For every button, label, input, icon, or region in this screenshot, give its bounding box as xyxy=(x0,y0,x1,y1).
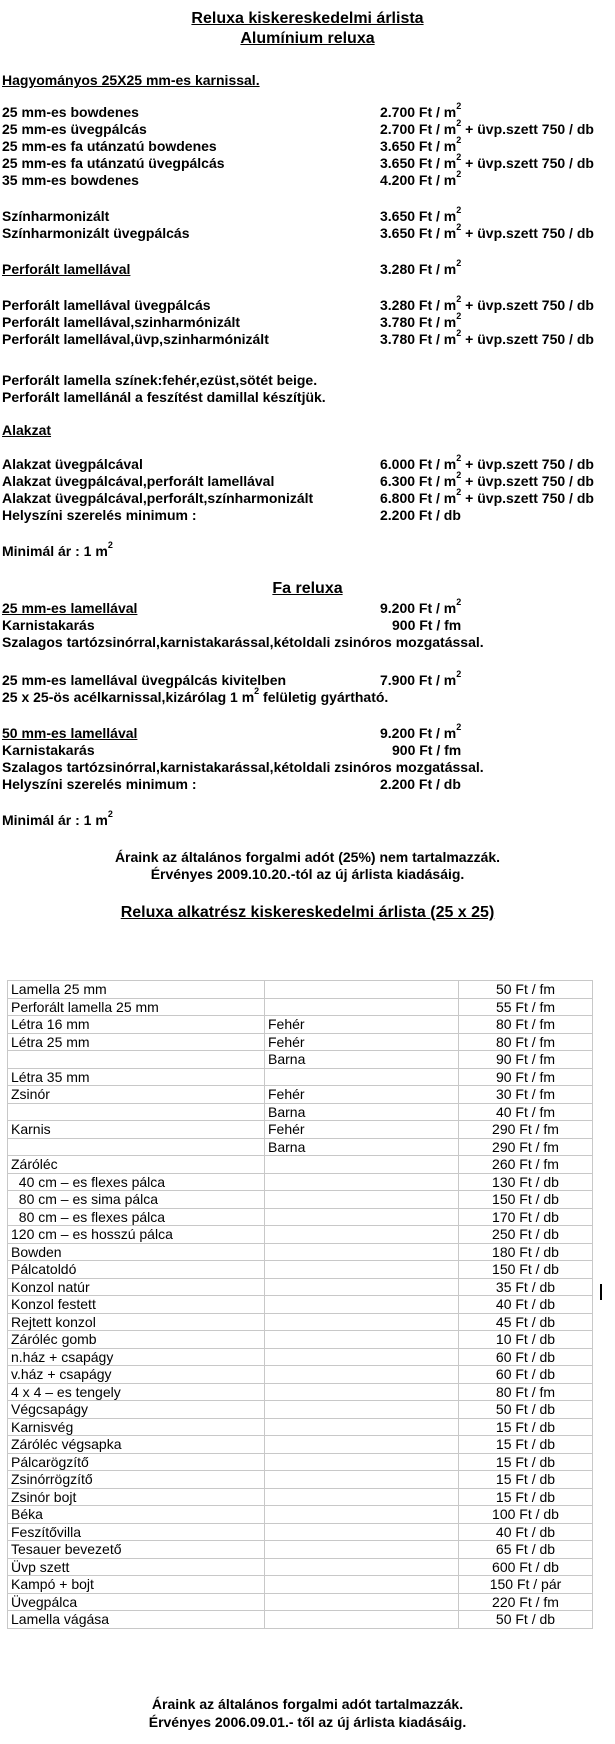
part-color xyxy=(265,1313,459,1331)
part-name: n.ház + csapágy xyxy=(8,1348,265,1366)
part-price: 150 Ft / pár xyxy=(459,1576,593,1594)
product-name: Perforált lamellával,szinharmónizált xyxy=(2,314,241,330)
price-row xyxy=(2,118,613,138)
price-row xyxy=(2,328,613,348)
part-color xyxy=(265,1261,459,1279)
part-color xyxy=(265,1418,459,1436)
part-price: 130 Ft / db xyxy=(459,1173,593,1191)
part-price: 180 Ft / db xyxy=(459,1243,593,1261)
part-price: 15 Ft / db xyxy=(459,1418,593,1436)
product-name: 35 mm-es bowdenes xyxy=(2,172,139,188)
table-row xyxy=(8,1453,593,1471)
section-heading-traditional: Hagyományos 25X25 mm-es karnissal. xyxy=(2,72,260,88)
table-row xyxy=(8,1488,593,1506)
wood-title: Fa reluxa xyxy=(272,580,343,597)
part-name: Üvp szett xyxy=(8,1558,265,1576)
part-name: Béka xyxy=(8,1506,265,1524)
part-price: 250 Ft / db xyxy=(459,1226,593,1244)
table-row xyxy=(8,1436,593,1454)
table-row xyxy=(8,1541,593,1559)
part-price: 35 Ft / db xyxy=(459,1278,593,1296)
vat-note-parts: Áraink az általános forgalmi adót tartalmazzák. xyxy=(151,1696,464,1712)
wood-note: Szalagos tartózsinórral,karnistakarással,kétoldali zsinóros mozgatással. xyxy=(2,634,484,650)
part-color xyxy=(265,1296,459,1314)
part-color xyxy=(265,1173,459,1191)
part-price: 90 Ft / fm xyxy=(459,1068,593,1086)
part-name: Bowden xyxy=(8,1243,265,1261)
wood-row: Helyszíni szerelés minimum : 2.200 Ft / db xyxy=(2,776,461,792)
table-row xyxy=(8,1156,593,1174)
part-name: Üvegpálca xyxy=(8,1593,265,1611)
part-price: 50 Ft / fm xyxy=(459,981,593,999)
part-name: Záróléc végsapka xyxy=(8,1436,265,1454)
product-price: 3.280 Ft / $m^2$ xyxy=(380,258,462,277)
part-price: 65 Ft / db xyxy=(459,1541,593,1559)
parts-title: Reluxa alkatrész kiskereskedelmi árlista (25 x 25) xyxy=(120,904,495,921)
price-row xyxy=(2,135,613,155)
wood-row: Karnistakarás 900 Ft / fm xyxy=(2,617,462,633)
minimum-price-wood: Minimál ár : 1 $m^2$ xyxy=(2,809,113,828)
table-row xyxy=(8,1208,593,1226)
product-price: 3.650 Ft / $m^2$ + üvp.szett 750 / db xyxy=(380,222,594,241)
table-row xyxy=(8,1243,593,1261)
part-color xyxy=(265,1488,459,1506)
table-row xyxy=(8,1401,593,1419)
product-price: 3.780 Ft / $m^2$ + üvp.szett 750 / db xyxy=(380,328,594,347)
part-name: Konzol festett xyxy=(8,1296,265,1314)
table-row xyxy=(8,1121,593,1139)
table-row xyxy=(8,1051,593,1069)
table-row xyxy=(8,1523,593,1541)
part-name: Végcsapágy xyxy=(8,1401,265,1419)
table-row xyxy=(8,1348,593,1366)
part-name: Létra 35 mm xyxy=(8,1068,265,1086)
text-cursor xyxy=(600,1284,602,1300)
part-name: Kampó + bojt xyxy=(8,1576,265,1594)
part-color xyxy=(265,1348,459,1366)
part-price: 15 Ft / db xyxy=(459,1436,593,1454)
part-color xyxy=(265,1243,459,1261)
table-row xyxy=(8,998,593,1016)
part-price: 10 Ft / db xyxy=(459,1331,593,1349)
price-row xyxy=(2,101,613,121)
part-price: 80 Ft / fm xyxy=(459,1033,593,1051)
wood-note: 25 x 25-ös acélkarnissal,kizárólag 1 $m^2$ felületig gyártható. xyxy=(2,686,389,705)
part-name: Zsinór bojt xyxy=(8,1488,265,1506)
part-price: 220 Ft / fm xyxy=(459,1593,593,1611)
part-price: 40 Ft / db xyxy=(459,1296,593,1314)
part-price: 150 Ft / db xyxy=(459,1191,593,1209)
part-name xyxy=(8,1051,265,1069)
part-price: 100 Ft / db xyxy=(459,1506,593,1524)
table-row xyxy=(8,1278,593,1296)
part-color: Barna xyxy=(265,1138,459,1156)
table-row xyxy=(8,1366,593,1384)
part-name: Konzol natúr xyxy=(8,1278,265,1296)
part-name: Pálcatoldó xyxy=(8,1261,265,1279)
table-row xyxy=(8,1471,593,1489)
part-price: 15 Ft / db xyxy=(459,1488,593,1506)
wood-row: 25 mm-es lamellával üvegpálcás kivitelben 7.900 Ft / $m^2$ xyxy=(2,669,462,688)
product-name: 25 mm-es üvegpálcás xyxy=(2,121,147,137)
product-name: Perforált lamellával xyxy=(2,261,131,277)
product-name: Színharmonizált üvegpálcás xyxy=(2,225,190,241)
part-name: 4 x 4 – es tengely xyxy=(8,1383,265,1401)
price-row xyxy=(2,205,613,225)
part-price: 50 Ft / db xyxy=(459,1401,593,1419)
product-name: Alakzat üvegpálcával,perforált lamellával xyxy=(2,473,275,489)
product-price: 6.000 Ft / $m^2$ + üvp.szett 750 / db xyxy=(380,453,594,472)
part-name: Létra 16 mm xyxy=(8,1016,265,1034)
part-name: 80 cm – es sima pálca xyxy=(8,1191,265,1209)
part-name: Karnisvég xyxy=(8,1418,265,1436)
part-color xyxy=(265,1156,459,1174)
product-price: 3.280 Ft / $m^2$ + üvp.szett 750 / db xyxy=(380,294,594,313)
product-price: 6.300 Ft / $m^2$ + üvp.szett 750 / db xyxy=(380,470,594,489)
part-color xyxy=(265,1331,459,1349)
part-color xyxy=(265,1558,459,1576)
product-price: 4.200 Ft / $m^2$ xyxy=(380,169,462,188)
part-name: Rejtett konzol xyxy=(8,1313,265,1331)
part-name: Záróléc xyxy=(8,1156,265,1174)
part-name: Záróléc gomb xyxy=(8,1331,265,1349)
part-color: Fehér xyxy=(265,1086,459,1104)
product-name: Alakzat üvegpálcával xyxy=(2,456,143,472)
part-name: 80 cm – es flexes pálca xyxy=(8,1208,265,1226)
product-price: 3.650 Ft / $m^2$ xyxy=(380,205,462,224)
part-name: Zsinór xyxy=(8,1086,265,1104)
part-name: Lamella 25 mm xyxy=(8,981,265,999)
product-price: 3.650 Ft / $m^2$ + üvp.szett 750 / db xyxy=(380,152,594,171)
part-color xyxy=(265,1068,459,1086)
table-row xyxy=(8,1173,593,1191)
price-row xyxy=(2,507,613,524)
part-name xyxy=(8,1138,265,1156)
part-price: 150 Ft / db xyxy=(459,1261,593,1279)
page-title: Reluxa kiskereskedelmi árlista xyxy=(191,10,424,27)
table-row xyxy=(8,1138,593,1156)
price-row xyxy=(2,169,613,189)
part-price: 90 Ft / fm xyxy=(459,1051,593,1069)
part-price: 40 Ft / fm xyxy=(459,1103,593,1121)
part-name: 40 cm – es flexes pálca xyxy=(8,1173,265,1191)
table-row xyxy=(8,1016,593,1034)
page-subtitle: Alumínium reluxa xyxy=(240,30,375,47)
part-name: v.ház + csapágy xyxy=(8,1366,265,1384)
table-row xyxy=(8,1576,593,1594)
part-color: Fehér xyxy=(265,1121,459,1139)
part-price: 55 Ft / fm xyxy=(459,998,593,1016)
validity-note-parts: Érvényes 2006.09.01.- től az új árlista kiadásáig. xyxy=(148,1714,467,1730)
part-price: 290 Ft / fm xyxy=(459,1138,593,1156)
price-row xyxy=(2,258,613,278)
part-color xyxy=(265,1611,459,1629)
wood-row: 50 mm-es lamellával 9.200 Ft / $m^2$ xyxy=(2,722,462,741)
product-name: Helyszíni szerelés minimum : xyxy=(2,507,197,523)
wood-row: 25 mm-es lamellával 9.200 Ft / $m^2$ xyxy=(2,597,462,616)
product-price: 2.700 Ft / $m^2$ xyxy=(380,101,462,120)
product-name: 25 mm-es fa utánzatú üvegpálcás xyxy=(2,155,225,171)
part-color xyxy=(265,1506,459,1524)
part-color xyxy=(265,1383,459,1401)
table-row xyxy=(8,1331,593,1349)
part-color xyxy=(265,1593,459,1611)
table-row xyxy=(8,1313,593,1331)
product-price: 3.650 Ft / $m^2$ xyxy=(380,135,462,154)
part-name: Tesauer bevezető xyxy=(8,1541,265,1559)
price-row xyxy=(2,453,613,473)
note-tension: Perforált lamellánál a feszítést damillal készítjük. xyxy=(2,389,326,405)
parts-price-table xyxy=(7,980,593,1629)
part-price: 30 Ft / fm xyxy=(459,1086,593,1104)
wood-note: Szalagos tartózsinórral,karnistakarással,kétoldali zsinóros mozgatással. xyxy=(2,759,484,775)
part-color xyxy=(265,1278,459,1296)
part-name: Perforált lamella 25 mm xyxy=(8,998,265,1016)
price-row xyxy=(2,470,613,490)
part-name: 120 cm – es hosszú pálca xyxy=(8,1226,265,1244)
product-price: 2.700 Ft / $m^2$ + üvp.szett 750 / db xyxy=(380,118,594,137)
part-name: Lamella vágása xyxy=(8,1611,265,1629)
product-name: Perforált lamellával üvegpálcás xyxy=(2,297,211,313)
part-price: 80 Ft / fm xyxy=(459,1383,593,1401)
table-row xyxy=(8,1086,593,1104)
note-colors: Perforált lamella színek:fehér,ezüst,sötét beige. xyxy=(2,372,318,388)
part-price: 80 Ft / fm xyxy=(459,1016,593,1034)
part-price: 15 Ft / db xyxy=(459,1471,593,1489)
part-name xyxy=(8,1103,265,1121)
part-name: Pálcarögzítő xyxy=(8,1453,265,1471)
table-row xyxy=(8,981,593,999)
wood-row: Karnistakarás 900 Ft / fm xyxy=(2,742,462,758)
product-name: Perforált lamellával,üvp,szinharmónizált xyxy=(2,331,269,347)
part-name: Feszítővilla xyxy=(8,1523,265,1541)
table-row xyxy=(8,1383,593,1401)
price-row xyxy=(2,152,613,172)
part-color xyxy=(265,1208,459,1226)
part-color xyxy=(265,1226,459,1244)
part-color: Fehér xyxy=(265,1016,459,1034)
part-name: Karnis xyxy=(8,1121,265,1139)
table-row xyxy=(8,1296,593,1314)
table-row xyxy=(8,1103,593,1121)
section-heading-shape: Alakzat xyxy=(2,422,52,438)
product-name: 25 mm-es bowdenes xyxy=(2,104,139,120)
part-name: Zsinórrögzítő xyxy=(8,1471,265,1489)
part-color xyxy=(265,1401,459,1419)
part-color xyxy=(265,1523,459,1541)
price-row xyxy=(2,487,613,507)
part-color xyxy=(265,1471,459,1489)
part-color: Barna xyxy=(265,1103,459,1121)
part-price: 260 Ft / fm xyxy=(459,1156,593,1174)
product-price: 6.800 Ft / $m^2$ + üvp.szett 750 / db xyxy=(380,487,594,506)
part-price: 60 Ft / db xyxy=(459,1366,593,1384)
part-price: 50 Ft / db xyxy=(459,1611,593,1629)
table-row xyxy=(8,1261,593,1279)
part-color xyxy=(265,1366,459,1384)
vat-note-wood: Áraink az általános forgalmi adót (25%) nem tartalmazzák. xyxy=(114,849,501,865)
product-name: Színharmonizált xyxy=(2,208,110,224)
price-row xyxy=(2,222,613,242)
product-price: 3.780 Ft / $m^2$ xyxy=(380,311,462,330)
part-color xyxy=(265,998,459,1016)
part-price: 45 Ft / db xyxy=(459,1313,593,1331)
part-price: 15 Ft / db xyxy=(459,1453,593,1471)
part-color xyxy=(265,1453,459,1471)
table-row xyxy=(8,1418,593,1436)
part-color xyxy=(265,1576,459,1594)
validity-note-wood: Érvényes 2009.10.20.-tól az új árlista kiadásáig. xyxy=(150,866,465,882)
part-color: Fehér xyxy=(265,1033,459,1051)
part-color xyxy=(265,981,459,999)
price-row xyxy=(2,294,613,314)
minimum-price-aluminium: Minimál ár : 1 $m^2$ xyxy=(2,540,113,559)
part-price: 40 Ft / db xyxy=(459,1523,593,1541)
table-row xyxy=(8,1611,593,1629)
table-row xyxy=(8,1593,593,1611)
part-color xyxy=(265,1436,459,1454)
product-name: 25 mm-es fa utánzatú bowdenes xyxy=(2,138,217,154)
table-row xyxy=(8,1558,593,1576)
table-row xyxy=(8,1506,593,1524)
table-row xyxy=(8,1068,593,1086)
part-name: Létra 25 mm xyxy=(8,1033,265,1051)
part-price: 60 Ft / db xyxy=(459,1348,593,1366)
price-row xyxy=(2,311,613,331)
product-price: 2.200 Ft / db xyxy=(380,507,461,523)
table-row xyxy=(8,1226,593,1244)
part-price: 170 Ft / db xyxy=(459,1208,593,1226)
part-color xyxy=(265,1191,459,1209)
part-color xyxy=(265,1541,459,1559)
part-color: Barna xyxy=(265,1051,459,1069)
table-row xyxy=(8,1033,593,1051)
product-name: Alakzat üvegpálcával,perforált,színharmonizált xyxy=(2,490,314,506)
table-row xyxy=(8,1191,593,1209)
part-price: 290 Ft / fm xyxy=(459,1121,593,1139)
part-price: 600 Ft / db xyxy=(459,1558,593,1576)
